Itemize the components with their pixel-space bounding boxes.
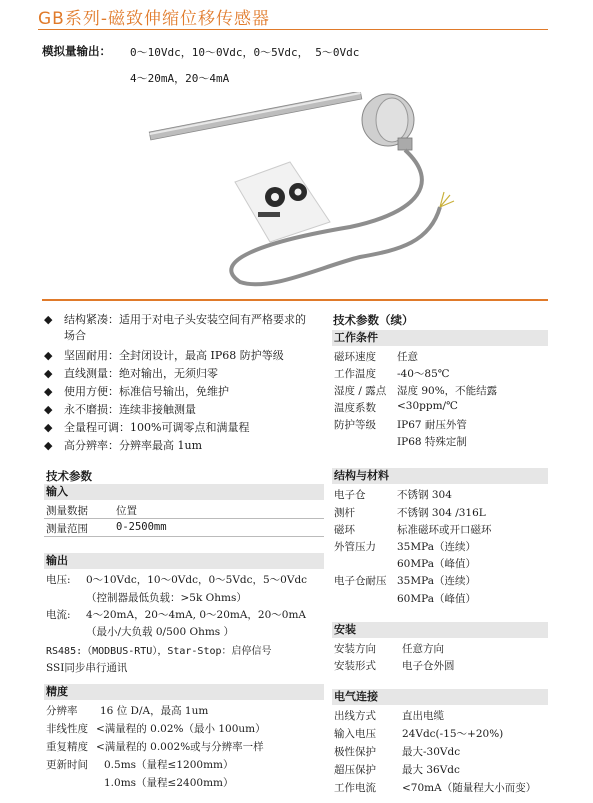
section-divider bbox=[42, 299, 548, 301]
material-label: 测杆 bbox=[334, 507, 355, 519]
feature-item bbox=[44, 420, 249, 436]
electric-value: <70mA（随量程大小而变） bbox=[402, 782, 537, 794]
work-label: 工作温度 bbox=[334, 368, 376, 380]
input-label: 测量数据 bbox=[46, 505, 88, 517]
voltage-label: 电压: bbox=[46, 574, 71, 586]
current-note: （最小/大负载 0/500 Ohms ） bbox=[86, 626, 235, 638]
electric-value: 直出电缆 bbox=[402, 710, 444, 722]
material-value: 35MPa（连续） bbox=[397, 575, 476, 587]
output-header: 输出 bbox=[44, 553, 324, 569]
work-conditions-header: 工作条件 bbox=[332, 330, 548, 346]
input-label: 测量范围 bbox=[46, 523, 88, 535]
voltage-value: 0～10Vdc，10～0Vdc，0～5Vdc，5～0Vdc bbox=[86, 574, 308, 586]
page-title: GB系列-磁致伸缩位移传感器 bbox=[38, 9, 270, 29]
work-label: 湿度 / 露点 bbox=[334, 385, 387, 397]
tech-params-cont-title: 技术参数（续） bbox=[333, 313, 414, 327]
row-divider bbox=[44, 518, 324, 519]
material-value: 不锈钢 304 /316L bbox=[397, 507, 486, 519]
electric-label: 极性保护 bbox=[334, 746, 376, 758]
work-value: IP68 特殊定制 bbox=[397, 436, 467, 448]
material-label: 电子仓 bbox=[334, 489, 366, 501]
feature-item bbox=[44, 438, 202, 454]
bullet-icon: ◆ bbox=[44, 385, 53, 398]
electric-value: 最大 36Vdc bbox=[402, 764, 460, 776]
electric-label: 出线方式 bbox=[334, 710, 376, 722]
install-header: 安装 bbox=[332, 622, 548, 638]
feature-text: 使用方便：标准信号输出，免维护 bbox=[64, 385, 229, 398]
feature-item bbox=[44, 366, 218, 382]
bullet-icon: ◆ bbox=[44, 403, 53, 416]
feature-text: 永不磨损：连续非接触测量 bbox=[64, 403, 196, 416]
install-label: 安装形式 bbox=[334, 660, 376, 672]
work-value: IP67 耐压外管 bbox=[397, 419, 467, 431]
analog-output-label: 模拟量输出： bbox=[42, 44, 111, 58]
tech-params-title: 技术参数 bbox=[46, 469, 92, 483]
input-header: 输入 bbox=[44, 484, 324, 500]
material-label: 磁环 bbox=[334, 524, 355, 536]
update-value: 1.0ms（量程≤2400mm） bbox=[104, 777, 234, 789]
electric-label: 超压保护 bbox=[334, 764, 376, 776]
bullet-icon: ◆ bbox=[44, 349, 53, 362]
material-value: 35MPa（连续） bbox=[397, 541, 476, 553]
feature-text: 结构紧凑：适用于对电子头安装空间有严格要求的 bbox=[64, 313, 306, 326]
work-label: 防护等级 bbox=[334, 419, 376, 431]
feature-text: 坚固耐用：全封闭设计，最高 IP68 防护等级 bbox=[64, 349, 284, 362]
input-value: 位置 bbox=[116, 505, 137, 517]
row-divider bbox=[44, 536, 324, 537]
ssi-text: SSI同步串行通讯 bbox=[46, 662, 128, 674]
material-label: 电子仓耐压 bbox=[334, 575, 387, 587]
bullet-icon: ◆ bbox=[44, 313, 53, 326]
feature-item bbox=[44, 384, 229, 400]
electric-value: 最大-30Vdc bbox=[402, 746, 461, 758]
update-label: 更新时间 bbox=[46, 759, 88, 771]
feature-text: 场合 bbox=[64, 329, 86, 342]
nonlinear-label: 非线性度 bbox=[46, 723, 88, 735]
work-value: 任意 bbox=[397, 351, 418, 363]
electric-label: 工作电流 bbox=[334, 782, 376, 794]
current-value: 4～20mA，20～4mA, 0～20mA，20～0mA bbox=[86, 609, 306, 621]
update-value: 0.5ms（量程≤1200mm） bbox=[104, 759, 234, 771]
material-value: 不锈钢 304 bbox=[397, 489, 452, 501]
work-value: <30ppm/℃ bbox=[397, 400, 458, 412]
title-divider bbox=[38, 29, 548, 30]
repeat-label: 重复精度 bbox=[46, 741, 88, 753]
nonlinear-value: <满量程的 0.02%（最小 100um） bbox=[96, 723, 266, 735]
feature-text: 直线测量：绝对输出，无须归零 bbox=[64, 367, 218, 380]
analog-output-line1: 0～10Vdc，10～0Vdc，0～5Vdc， 5～0Vdc bbox=[130, 46, 360, 59]
resolution-label: 分辨率 bbox=[46, 705, 78, 717]
precision-header: 精度 bbox=[44, 684, 324, 700]
bullet-icon: ◆ bbox=[44, 439, 53, 452]
electric-header: 电气连接 bbox=[332, 689, 548, 705]
install-label: 安装方向 bbox=[334, 643, 376, 655]
feature-text: 高分辨率：分辨率最高 1um bbox=[64, 439, 203, 452]
material-value: 60MPa（峰值） bbox=[397, 558, 476, 570]
feature-item bbox=[44, 348, 284, 364]
material-label: 外管压力 bbox=[334, 541, 376, 553]
repeat-value: <满量程的 0.002%或与分辨率一样 bbox=[96, 741, 264, 753]
product-photo bbox=[140, 92, 480, 297]
material-header: 结构与材料 bbox=[332, 468, 548, 484]
work-label: 磁环速度 bbox=[334, 351, 376, 363]
work-label: 温度系数 bbox=[334, 402, 376, 414]
feature-item bbox=[44, 312, 306, 344]
work-value: 湿度 90%，不能结露 bbox=[397, 385, 498, 397]
material-value: 标准磁环或开口磁环 bbox=[397, 524, 492, 536]
bullet-icon: ◆ bbox=[44, 421, 53, 434]
bullet-icon: ◆ bbox=[44, 367, 53, 380]
feature-item bbox=[44, 402, 196, 418]
input-value: 0-2500mm bbox=[116, 521, 167, 533]
current-label: 电流: bbox=[46, 609, 71, 621]
voltage-note: （控制器最低负载：>5k Ohms） bbox=[86, 592, 247, 604]
analog-output-line2: 4～20mA，20～4mA bbox=[130, 72, 230, 85]
feature-text: 全量程可调：100%可调零点和满量程 bbox=[64, 421, 250, 434]
electric-label: 输入电压 bbox=[334, 728, 376, 740]
material-value: 60MPa（峰值） bbox=[397, 593, 476, 605]
work-value: -40～85℃ bbox=[397, 368, 450, 380]
install-value: 电子仓外圆 bbox=[402, 660, 455, 672]
install-value: 任意方向 bbox=[402, 643, 444, 655]
electric-value: 24Vdc(-15～+20%) bbox=[402, 728, 504, 740]
resolution-value: 16 位 D/A，最高 1um bbox=[100, 705, 209, 717]
rs485-text: RS485:（MODBUS-RTU），Star-Stop：启停信号 bbox=[46, 646, 272, 657]
